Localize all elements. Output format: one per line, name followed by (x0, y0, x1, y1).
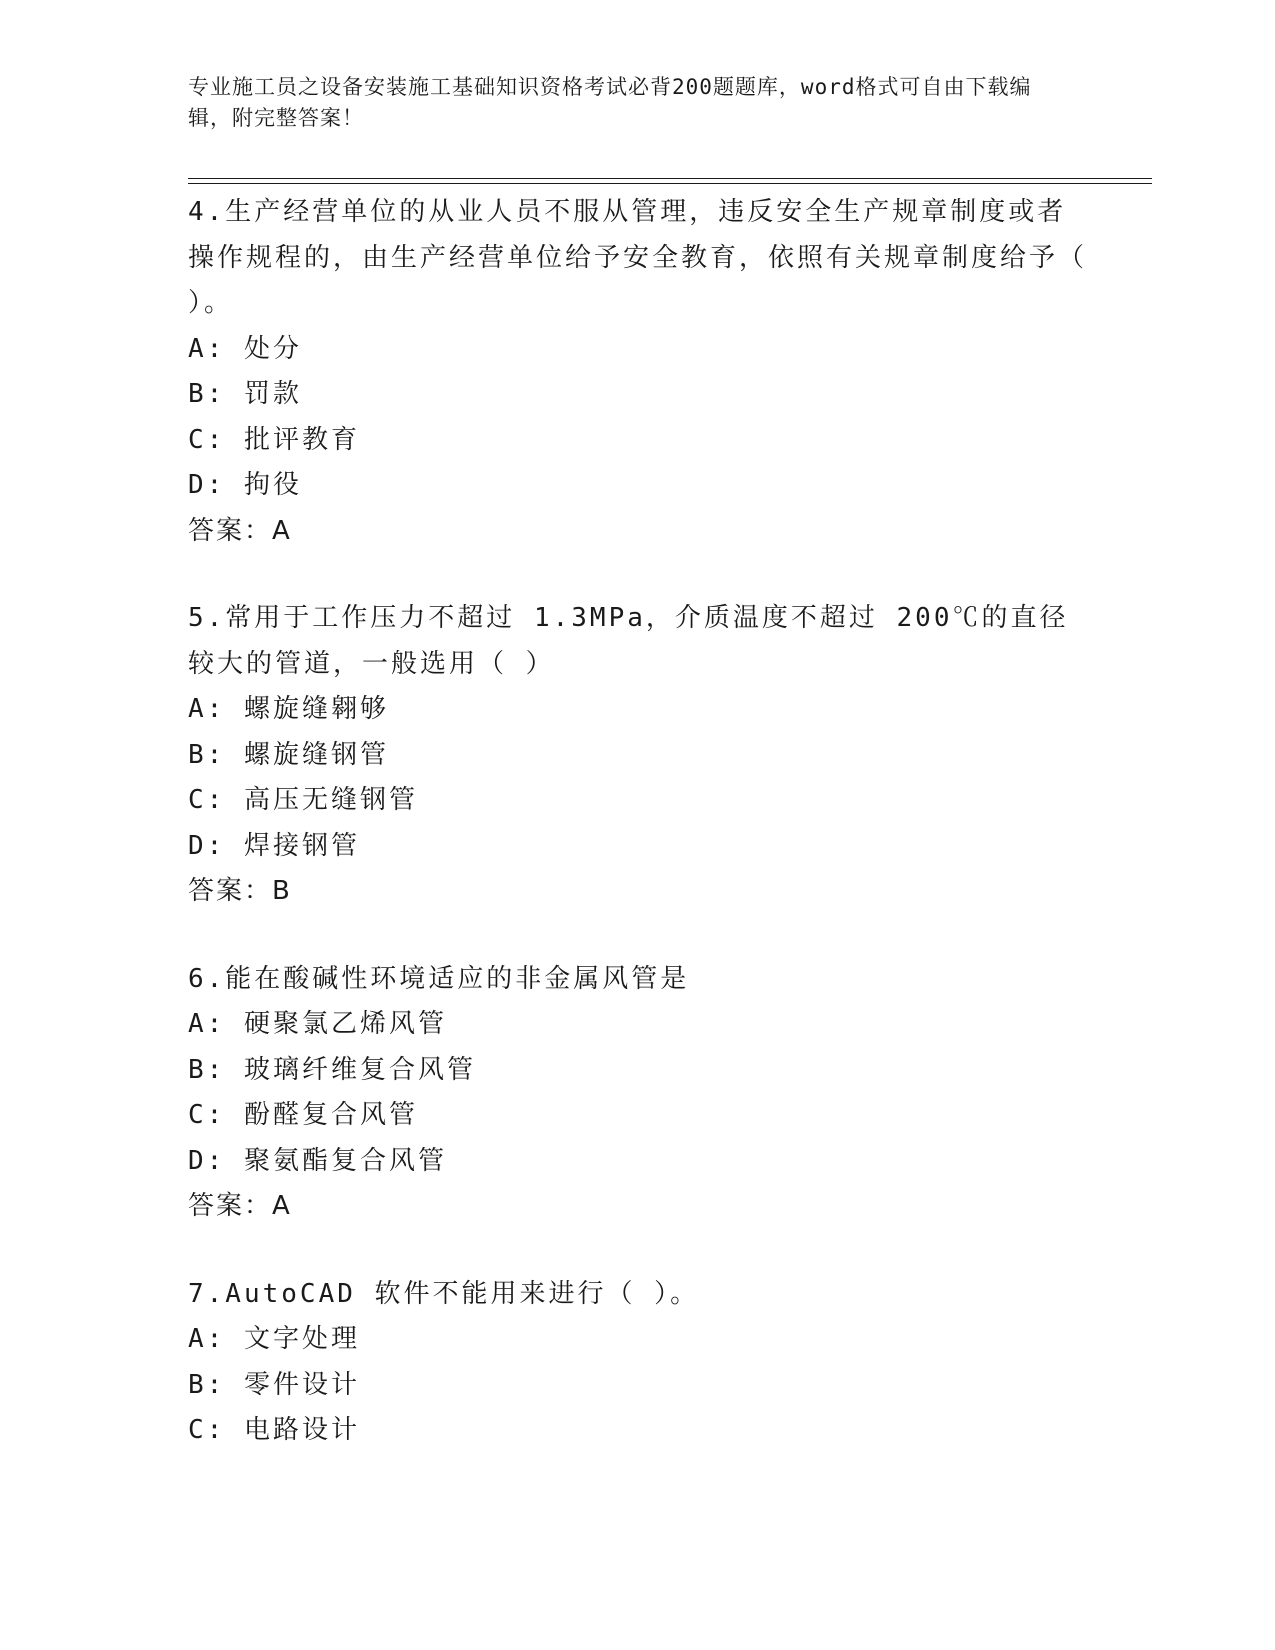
question-5 (188, 596, 1088, 915)
option-c: C: 批评教育 (188, 424, 360, 455)
option-a: A: 螺旋缝翱够 (188, 694, 389, 724)
option-d: D: 焊接钢管 (188, 830, 360, 861)
option-b: B: 零件设计 (188, 1369, 360, 1400)
answer-line: 答案：A (188, 515, 292, 546)
option-b: B: 罚款 (188, 379, 302, 409)
question-stem: 6.能在酸碱性环境适应的非金属风管是 (188, 963, 690, 994)
header-rule-top (188, 178, 1152, 179)
question-stem: 7.AutoCAD 软件不能用来进行（ ）。 (188, 1278, 700, 1309)
option-c: C: 电路设计 (188, 1415, 360, 1445)
answer-line: 答案：A (188, 1191, 292, 1221)
question-list (188, 190, 1088, 1496)
document-header: 专业施工员之设备安装施工基础知识资格考试必背200题题库，word格式可自由下载编辑，附完整答案！ (188, 75, 1032, 130)
answer-line: 答案：B (188, 876, 292, 906)
option-a: A: 文字处理 (188, 1324, 360, 1354)
option-a: A: 硬聚氯乙烯风管 (188, 1009, 447, 1039)
header-rule-bottom (188, 183, 1152, 184)
option-d: D: 拘役 (188, 470, 302, 500)
option-c: C: 高压无缝钢管 (188, 785, 418, 815)
option-b: B: 螺旋缝钢管 (188, 739, 389, 770)
question-6 (188, 957, 1088, 1230)
question-stem: 4.生产经营单位的从业人员不服从管理，违反安全生产规章制度或者操作规程的，由生产经营单位给予安全教育，依照有关规章制度给予（ ）。 (188, 197, 1088, 318)
option-d: D: 聚氨酯复合风管 (188, 1145, 447, 1176)
question-stem: 5.常用于工作压力不超过 1.3MPa，介质温度不超过 200℃的直径较大的管道，一般选用（ ） (188, 603, 1069, 679)
question-7 (188, 1272, 1088, 1454)
option-a: A: 处分 (188, 333, 302, 364)
option-c: C: 酚醛复合风管 (188, 1100, 418, 1130)
option-b: B: 玻璃纤维复合风管 (188, 1054, 476, 1085)
question-4 (188, 190, 1088, 554)
